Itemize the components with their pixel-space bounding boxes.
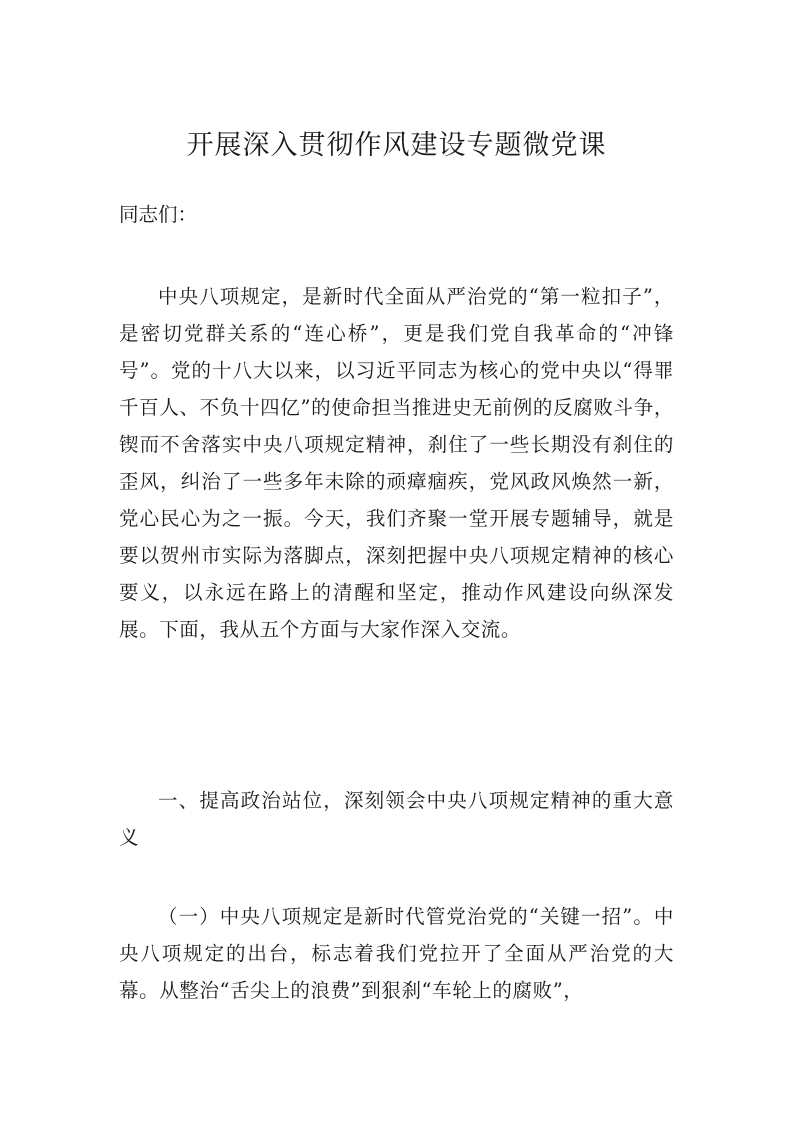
body-paragraph: 中央八项规定，是新时代全面从严治党的“第一粒扣子”，是密切党群关系的“连心桥”，更是我们党自我革命的“冲锋号”。党的十八大以来，以习近平同志为核心的党中央以“得罪千百人、不负十四亿”的使命担当推进史无前例的反腐败斗争，锲而不舍落实中央八项规定精神，刹住了一些长期没有刹住的歪风，纠治了一些多年未除的顽瘴痼疾，党风政风焕然一新，党心民心为之一振。今天，我们齐聚一堂开展专题辅导，就是要以贺州市实际为落脚点，深刻把握中央八项规定精神的核心要义，以永远在路上的清醒和坚定，推动作风建设向纵深发展。下面，我从五个方面与大家作深入交流。	[119, 285, 674, 641]
subsection-paragraph: （一）中央八项规定是新时代管党治党的“关键一招”。中央八项规定的出台，标志着我们党拉开了全面从严治党的大幕。从整治“舌尖上的浪费”到狠刹“车轮上的腐败”，	[119, 905, 674, 1002]
document-title: 开展深入贯彻作风建设专题微党课	[186, 130, 607, 161]
salutation: 同志们：	[119, 203, 198, 226]
section-heading: 一、提高政治站位，深刻领会中央八项规定精神的重大意义	[119, 789, 674, 849]
